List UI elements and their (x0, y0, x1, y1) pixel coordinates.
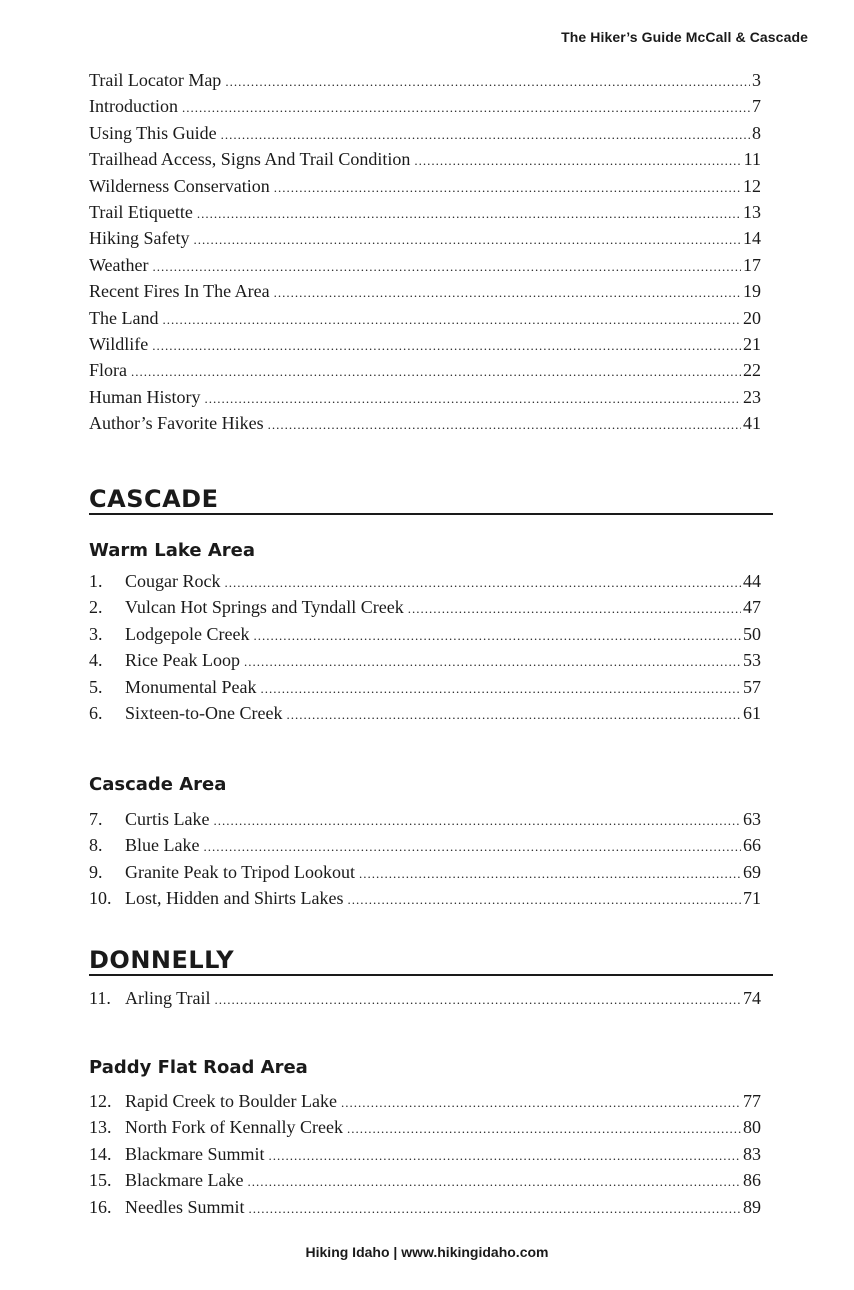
cascade-area-list (89, 806, 761, 912)
donnelly-list (89, 985, 761, 1011)
toc-entry[interactable] (89, 1088, 761, 1114)
entry-page: 57 (743, 676, 761, 697)
section-heading-donnelly: DONNELLY (89, 947, 773, 976)
leader-dots (274, 280, 741, 306)
toc-entry[interactable] (89, 621, 761, 647)
leader-dots (268, 1143, 741, 1169)
paddy-flat-list (89, 1088, 761, 1220)
leader-dots (153, 254, 741, 280)
entry-title: Lodgepole Creek (125, 623, 250, 644)
entry-title: Recent Fires In The Area (89, 281, 270, 302)
entry-title: Arling Trail (125, 988, 211, 1008)
leader-dots (205, 386, 742, 412)
toc-entry[interactable] (89, 278, 761, 304)
leader-dots (414, 148, 741, 174)
entry-title: Granite Peak to Tripod Lookout (125, 861, 355, 882)
leader-dots (359, 861, 741, 887)
leader-dots (347, 887, 741, 913)
entry-page: 77 (743, 1091, 761, 1111)
toc-entry[interactable] (89, 1194, 761, 1220)
toc-entry[interactable] (89, 1114, 761, 1140)
toc-entry[interactable] (89, 93, 761, 119)
entry-page: 61 (743, 702, 761, 723)
leader-dots (341, 1090, 741, 1116)
entry-page: 20 (743, 307, 761, 328)
entry-page: 12 (743, 175, 761, 196)
entry-page: 89 (743, 1196, 761, 1217)
leader-dots (194, 227, 742, 253)
entry-title: Rapid Creek to Boulder Lake (125, 1091, 337, 1111)
entry-title: Trail Locator Map (89, 70, 222, 90)
front-matter-list (89, 67, 761, 436)
toc-entry[interactable] (89, 199, 761, 225)
toc-entry[interactable] (89, 146, 761, 172)
subheading-paddy-flat: Paddy Flat Road Area (89, 1057, 308, 1078)
entry-page: 53 (743, 650, 761, 671)
entry-title: Blue Lake (125, 835, 200, 856)
leader-dots (197, 201, 741, 227)
entry-title: The Land (89, 307, 159, 328)
entry-title: Curtis Lake (125, 809, 210, 829)
entry-page: 66 (743, 835, 761, 856)
leader-dots (152, 333, 741, 359)
entry-number: 11. (89, 988, 111, 1008)
entry-number: 6. (89, 702, 103, 723)
entry-page: 13 (743, 201, 761, 222)
entry-page: 7 (752, 96, 761, 117)
leader-dots (203, 834, 741, 860)
entry-title: Vulcan Hot Springs and Tyndall Creek (125, 597, 404, 618)
leader-dots (268, 412, 741, 438)
subheading-cascade-area: Cascade Area (89, 774, 227, 795)
entry-number: 2. (89, 597, 103, 618)
entry-title: Rice Peak Loop (125, 650, 240, 671)
toc-entry[interactable] (89, 331, 761, 357)
entry-number: 5. (89, 676, 103, 697)
entry-page: 23 (743, 386, 761, 407)
entry-title: Human History (89, 386, 201, 407)
leader-dots (260, 676, 741, 702)
entry-page: 41 (743, 413, 761, 434)
entry-number: 8. (89, 835, 103, 856)
entry-number: 4. (89, 650, 103, 671)
leader-dots (131, 359, 741, 385)
entry-page: 71 (743, 888, 761, 909)
entry-title: Trail Etiquette (89, 201, 193, 222)
entry-title: Blackmare Lake (125, 1170, 244, 1191)
entry-title: Wilderness Conservation (89, 175, 270, 196)
leader-dots (253, 623, 741, 649)
toc-entry[interactable] (89, 1141, 761, 1167)
leader-dots (244, 649, 741, 675)
leader-dots (274, 175, 741, 201)
entry-page: 44 (743, 571, 761, 591)
entry-number: 1. (89, 571, 103, 591)
toc-entry[interactable] (89, 67, 761, 93)
toc-entry[interactable] (89, 384, 761, 410)
section-heading-cascade: CASCADE (89, 486, 773, 515)
leader-dots (221, 122, 750, 148)
toc-entry[interactable] (89, 252, 761, 278)
leader-dots (215, 987, 741, 1013)
leader-dots (213, 808, 741, 834)
toc-entry[interactable] (89, 305, 761, 331)
toc-entry[interactable] (89, 674, 761, 700)
entry-page: 80 (743, 1117, 761, 1138)
entry-page: 8 (752, 122, 761, 143)
entry-page: 63 (743, 809, 761, 829)
toc-entry[interactable] (89, 120, 761, 146)
leader-dots (408, 596, 741, 622)
running-header: The Hiker’s Guide McCall & Cascade (561, 29, 808, 45)
entry-number: 12. (89, 1091, 112, 1111)
entry-number: 16. (89, 1196, 112, 1217)
entry-title: Author’s Favorite Hikes (89, 413, 264, 434)
warm-lake-list (89, 568, 761, 726)
toc-entry[interactable] (89, 859, 761, 885)
toc-entry[interactable] (89, 806, 761, 832)
toc-entry[interactable] (89, 985, 761, 1011)
entry-page: 83 (743, 1143, 761, 1164)
entry-title: Flora (89, 360, 127, 381)
leader-dots (247, 1169, 741, 1195)
entry-number: 13. (89, 1117, 112, 1138)
entry-title: Using This Guide (89, 122, 217, 143)
toc-entry[interactable] (89, 173, 761, 199)
leader-dots (162, 307, 741, 333)
entry-number: 9. (89, 861, 103, 882)
entry-title: Monumental Peak (125, 676, 257, 697)
entry-page: 69 (743, 861, 761, 882)
toc-entry[interactable] (89, 832, 761, 858)
entry-number: 10. (89, 888, 112, 909)
entry-page: 17 (743, 254, 761, 275)
entry-number: 15. (89, 1170, 112, 1191)
entry-page: 11 (743, 149, 761, 170)
entry-title: Lost, Hidden and Shirts Lakes (125, 888, 344, 909)
entry-title: Introduction (89, 96, 178, 117)
subheading-warm-lake: Warm Lake Area (89, 540, 255, 561)
entry-title: Sixteen-to-One Creek (125, 702, 283, 723)
entry-number: 3. (89, 623, 103, 644)
entry-title: Weather (89, 254, 149, 275)
entry-page: 47 (743, 597, 761, 618)
entry-title: Cougar Rock (125, 571, 221, 591)
entry-number: 14. (89, 1143, 112, 1164)
leader-dots (347, 1116, 741, 1142)
entry-page: 3 (752, 70, 761, 90)
toc-entry[interactable] (89, 1167, 761, 1193)
entry-page: 19 (743, 281, 761, 302)
toc-entry[interactable] (89, 700, 761, 726)
toc-entry[interactable] (89, 410, 761, 436)
entry-page: 74 (743, 988, 761, 1008)
toc-entry[interactable] (89, 594, 761, 620)
entry-title: Wildlife (89, 333, 149, 354)
entry-page: 21 (743, 333, 761, 354)
leader-dots (225, 69, 750, 95)
toc-entry[interactable] (89, 885, 761, 911)
leader-dots (224, 570, 741, 596)
entry-page: 14 (743, 228, 761, 249)
entry-page: 22 (743, 360, 761, 381)
toc-entry[interactable] (89, 647, 761, 673)
entry-page: 50 (743, 623, 761, 644)
toc-entry[interactable] (89, 357, 761, 383)
entry-title: North Fork of Kennally Creek (125, 1117, 343, 1138)
leader-dots (286, 702, 741, 728)
entry-title: Trailhead Access, Signs And Trail Condition (89, 149, 411, 170)
toc-entry[interactable] (89, 225, 761, 251)
running-footer: Hiking Idaho | www.hikingidaho.com (305, 1244, 549, 1260)
leader-dots (249, 1196, 742, 1222)
toc-entry[interactable] (89, 568, 761, 594)
entry-title: Blackmare Summit (125, 1143, 265, 1164)
entry-title: Needles Summit (125, 1196, 245, 1217)
entry-title: Hiking Safety (89, 228, 190, 249)
entry-page: 86 (743, 1170, 761, 1191)
leader-dots (182, 95, 750, 121)
entry-number: 7. (89, 809, 103, 829)
